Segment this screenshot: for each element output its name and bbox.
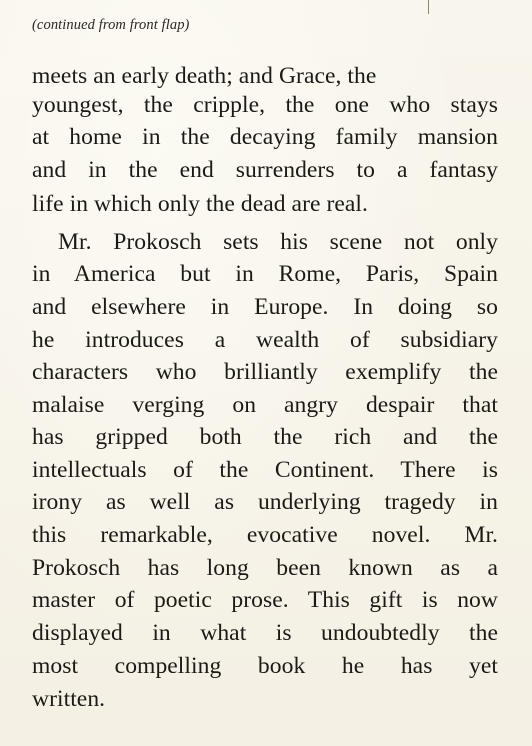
text-line-15: this remarkable, evocative novel. Mr. bbox=[32, 522, 498, 548]
text-line-14: irony as well as underlying tragedy in bbox=[32, 489, 498, 515]
text-line-17: master of poetic prose. This gift is now bbox=[32, 587, 498, 613]
text-line-1: meets an early death; and Grace, the bbox=[32, 63, 377, 89]
text-line-12: has gripped both the rich and the bbox=[32, 424, 498, 450]
text-line-18: displayed in what is undoubtedly the bbox=[32, 620, 498, 646]
scan-edge-mark bbox=[428, 0, 429, 14]
text-line-8: and elsewhere in Europe. In doing so bbox=[32, 294, 498, 320]
text-line-20: written. bbox=[32, 686, 106, 712]
text-line-5: life in which only the dead are real. bbox=[32, 191, 368, 217]
text-line-16: Prokosch has long been known as a bbox=[32, 555, 498, 581]
text-line-7: in America but in Rome, Paris, Spain bbox=[32, 261, 498, 287]
text-line-19: most compelling book he has yet bbox=[32, 653, 498, 679]
continued-from-note: (continued from front flap) bbox=[32, 17, 190, 33]
text-line-11: malaise verging on angry despair that bbox=[32, 392, 498, 418]
text-line-13: intellectuals of the Continent. There is bbox=[32, 457, 498, 483]
text-line-10: characters who brilliantly exemplify the bbox=[32, 359, 498, 385]
text-line-9: he introduces a wealth of subsidiary bbox=[32, 327, 498, 353]
text-line-4: and in the end surrenders to a fantasy bbox=[32, 157, 498, 183]
text-line-6: Mr. Prokosch sets his scene not only bbox=[58, 229, 498, 255]
text-line-2: youngest, the cripple, the one who stays bbox=[32, 92, 498, 118]
text-line-3: at home in the decaying family mansion bbox=[32, 124, 498, 150]
